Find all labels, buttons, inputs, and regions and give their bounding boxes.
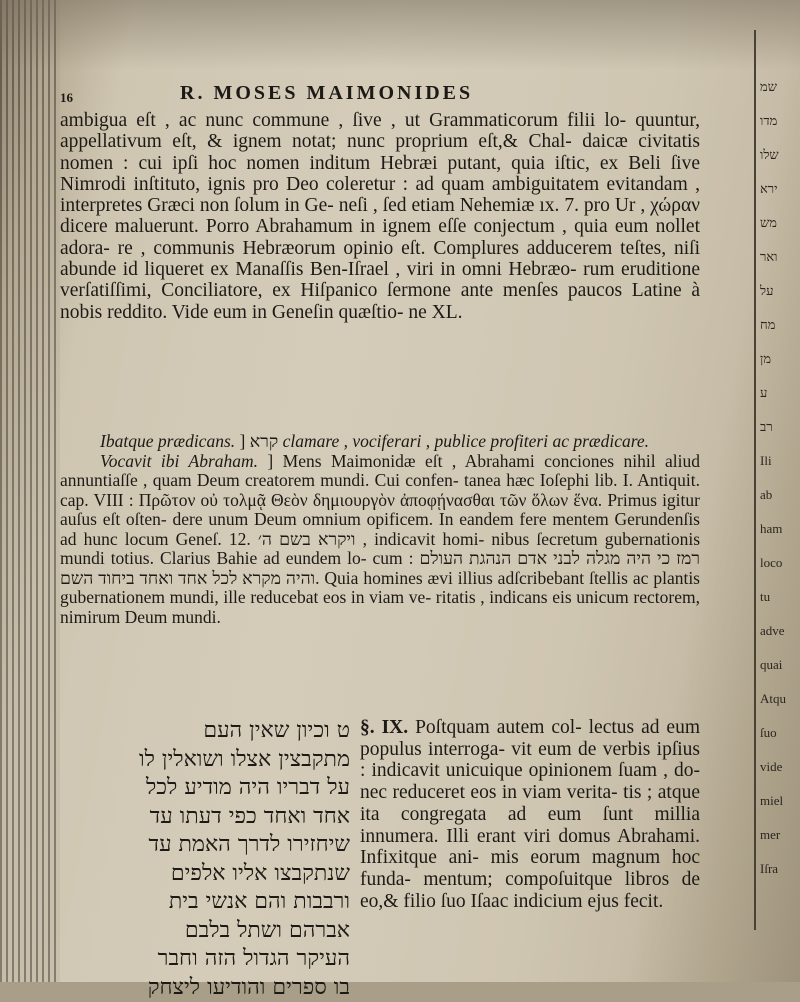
fragment: miel [760,784,800,818]
left-margin-shadow [0,0,60,982]
hebrew-line: ורבבות והם אנשי בית [60,888,350,917]
note-1: Ibatque prædicans. ] קרא clamare , vociferari , publice profiteri ac prædicare. [60,432,700,452]
hebrew-line: על דבריו היה מודיע לכל [60,774,350,803]
hebrew-line: שנתקבצו אליו אלפים [60,860,350,889]
latin-translation [360,717,700,912]
hebrew-line: ט וכיון שאין העם [60,717,350,746]
fragment: Ili [760,444,800,478]
fragment: tu [760,580,800,614]
fragment: מש [760,206,800,240]
hebrew-line: אחד ואחד כפי דעתו עד [60,803,350,832]
note-2-lemma: Vocavit ibi Abraham. [100,451,258,471]
fragment: על [760,274,800,308]
adjacent-page-strip [760,70,800,910]
commentary-notes [60,432,700,627]
main-latin-text [60,110,700,323]
hebrew-line: בו ספרים והודיעו ליצחק [60,974,350,1002]
hebrew-line: העיקר הגדול הזה וחבר [60,945,350,974]
fragment: מן [760,342,800,376]
fragment: מח [760,308,800,342]
fragment: Iſra [760,852,800,886]
fragment: adve [760,614,800,648]
book-page [60,82,750,962]
fragment: מדו [760,104,800,138]
latin-translation-text: Poſtquam autem col- lectus ad eum populus interroga- vit eum de verbis ipſius : indicavit unicuique opinionem ſuam , do- nec reduceret eos in viam verita- tis ; atque ita congregata ad eum ſunt millia innumera. Illi erant viri domus Abrahami. Infixitque ani- mis eorum magnum hoc funda- mentum; compoſuitque libros de eo,& filio ſuo Iſaac indicium ejus fecit. [360,717,700,912]
fragment: רב [760,410,800,444]
fragment: שמ [760,70,800,104]
section-mark: §. IX. [360,717,408,738]
hebrew-column [60,717,350,1002]
note-1-hebrew: קרא [250,431,278,451]
hebrew-line: שיחזירו לדרך האמת עד [60,831,350,860]
fragment: שלו [760,138,800,172]
note-1-gloss: clamare , vociferari , publice profiteri ac prædicare. [278,431,649,451]
top-shadow [0,0,800,70]
running-head: R. MOSES MAIMONIDES [180,82,473,105]
latin-translation-column [360,717,700,912]
page-header [60,82,700,110]
bilingual-section [60,717,720,947]
gutter-rule [754,30,756,930]
fragment: quai [760,648,800,682]
note-2: Vocavit ibi Abraham. ] Mens Maimonidæ eſt , Abrahami conciones nihil aliud annuntiaſſe , quam Deum creatorem mundi. Cui confen- tanea hæc Ioſephi lib. I. Antiquit. cap. VIII : Πρῶτον οὐ τολμᾷ Θεὸν δημιουργὸν ἀποφῄνασθαι τῶν ὅλων ἕνα. Primus igitur auſus eſt oſten- dere unum Deum omnium opificem. In eandem fere mentem Gerundenſis ad hunc locum Geneſ. 12. ויקרא בשם ה׳ , indicavit homi- nibus ſecretum gubernationis mundi totius. Clarius Bahie ad eundem lo- cum : רמז כי היה מגלה לבני אדם הנהגת העולם והיה מקרא לכל אחד ואחד ביחוד השם. Quia homines ævi illius adſcribebant ſtellis ac plantis gubernationem mundi, ille reducebat eos in viam ve- ritatis , indicans eis unicum rectorem, nimirum Deum mundi. [60,452,700,628]
fragment: Atqu [760,682,800,716]
fragment: ע [760,376,800,410]
note-2-text: Mens Maimonidæ eſt , Abrahami conciones nihil aliud annuntiaſſe , quam Deum creatorem mundi. Cui confen- tanea hæc Ioſephi lib. I. Antiquit. cap. VIII : Πρῶτον οὐ τολμᾷ Θεὸν δημιουργὸν ἀποφῄνασθαι τῶν ὅλων ἕνα. Primus igitur auſus eſt oſten- dere unum Deum omnium opificem. In eandem fere mentem Gerundenſis ad hunc locum Geneſ. 12. ויקרא בשם ה׳ , indicavit homi- nibus ſecretum gubernationis mundi totius. Clarius Bahie ad eundem lo- cum : רמז כי היה מגלה לבני אדם הנהגת העולם והיה מקרא לכל אחד ואחד ביחוד השם. Quia homines ævi illius adſcribebant ſtellis ac plantis gubernationem mundi, ille reducebat eos in viam ve- ritatis , indicans eis unicum rectorem, nimirum Deum mundi. [60,451,700,627]
hebrew-line: אברהם ושתל בלבם [60,917,350,946]
fragment: ab [760,478,800,512]
page-number: 16 [60,90,73,106]
fragment: loco [760,546,800,580]
fragment: ירא [760,172,800,206]
fragment: vide [760,750,800,784]
fragment: ואר [760,240,800,274]
note-1-lemma: Ibatque prædicans. [100,431,235,451]
fragment: ſuo [760,716,800,750]
hebrew-line: מתקבצין אצלו ושואלין לו [60,746,350,775]
fragment: mer [760,818,800,852]
main-paragraph: ambigua eſt , ac nunc commune , ſive , ut Grammaticorum filii lo- quuntur, appellativum eſt, & ignem notat; nunc proprium eſt,& Chal- daicæ civitatis nomen : cui ipſi hoc nomen inditum Hebræi putant, quia iſtic, ex Beli ſive Nimrodi inſtituto, ignis pro Deo coleretur : ad quam ambiguitatem evitandam , interpretes Græci non ſolum in Ge- neſi , ſed etiam Nehemiæ ıx. 7. pro Ur , χώραν dicere maluerunt. Porro Abrahamum in ignem eſſe conjectum , quia eum nollet adora- re , communis Hebræorum opinio eſt. Complures adducerem teſtes, niſi abunde id liqueret ex Manaſſis Ben-Iſrael , viri in omni Hebræo- rum eruditione verſatiſſimi, Conciliatore, ex Hiſpanico ſermone ante menſes paucos Latine à nobis reddito. Vide eum in Geneſin quæſtio- ne XL. [60,110,700,323]
fragment: ham [760,512,800,546]
